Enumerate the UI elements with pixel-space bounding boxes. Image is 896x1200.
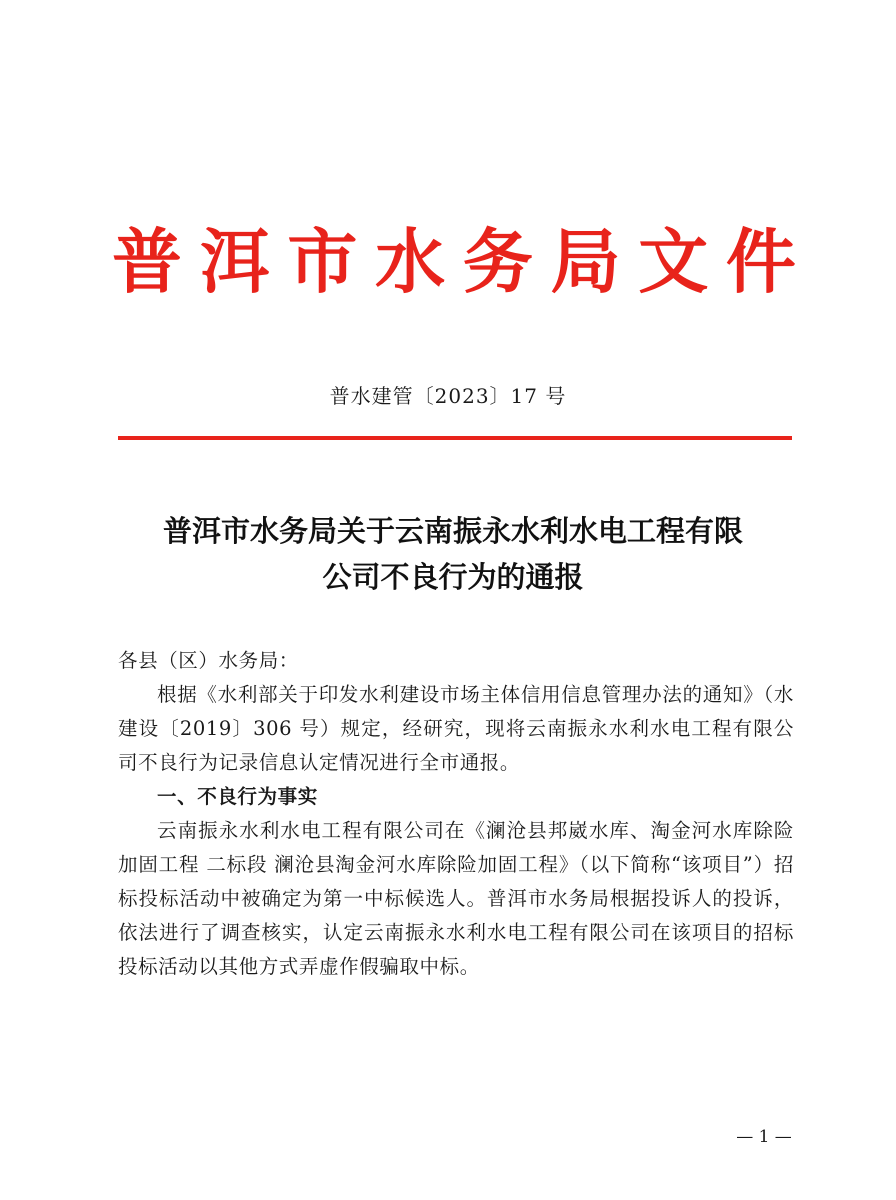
salutation: 各县（区）水务局： <box>118 649 299 672</box>
masthead-char: 务 <box>462 220 533 303</box>
masthead-char: 文 <box>638 220 709 303</box>
title-line-1: 普洱市水务局关于云南振永水利水电工程有限 <box>162 514 743 548</box>
title-line-2: 公司不良行为的通报 <box>322 560 584 594</box>
masthead-char: 局 <box>550 220 621 303</box>
masthead-char: 件 <box>725 220 796 303</box>
document-number: 普水建管〔2023〕17 号 <box>329 384 567 408</box>
document-body <box>118 644 794 984</box>
page-number: — 1 — <box>736 1127 792 1147</box>
body-paragraph-intro: 根据《水利部关于印发水利建设市场主体信用信息管理办法的通知》（水建设〔2019〕306 号）规定，经研究，现将云南振永水利水电工程有限公司不良行为记录信息认定情况进行全市通报。 <box>118 683 794 774</box>
section-heading: 一、不良行为事实 <box>157 785 318 808</box>
masthead-char: 普 <box>112 220 182 303</box>
document-masthead <box>112 218 796 306</box>
masthead-char: 市 <box>287 220 358 303</box>
document-title <box>108 508 798 600</box>
red-separator-line <box>118 436 792 440</box>
masthead-char: 洱 <box>199 220 270 303</box>
masthead-char: 水 <box>375 220 446 303</box>
body-paragraph-facts: 云南振永水利水电工程有限公司在《澜沧县邦崴水库、淘金河水库除险加固工程 二标段 澜沧县淘金河水库除险加固工程》（以下简称“该项目”）招标投标活动中被确定为第一中标候选人。普洱市水务局根据投诉人的投诉，依法进行了调查核实，认定云南振永水利水电工程有限公司在该项目的招标投标活动以其他方式弄虚作假骗取中标。 <box>118 819 794 978</box>
